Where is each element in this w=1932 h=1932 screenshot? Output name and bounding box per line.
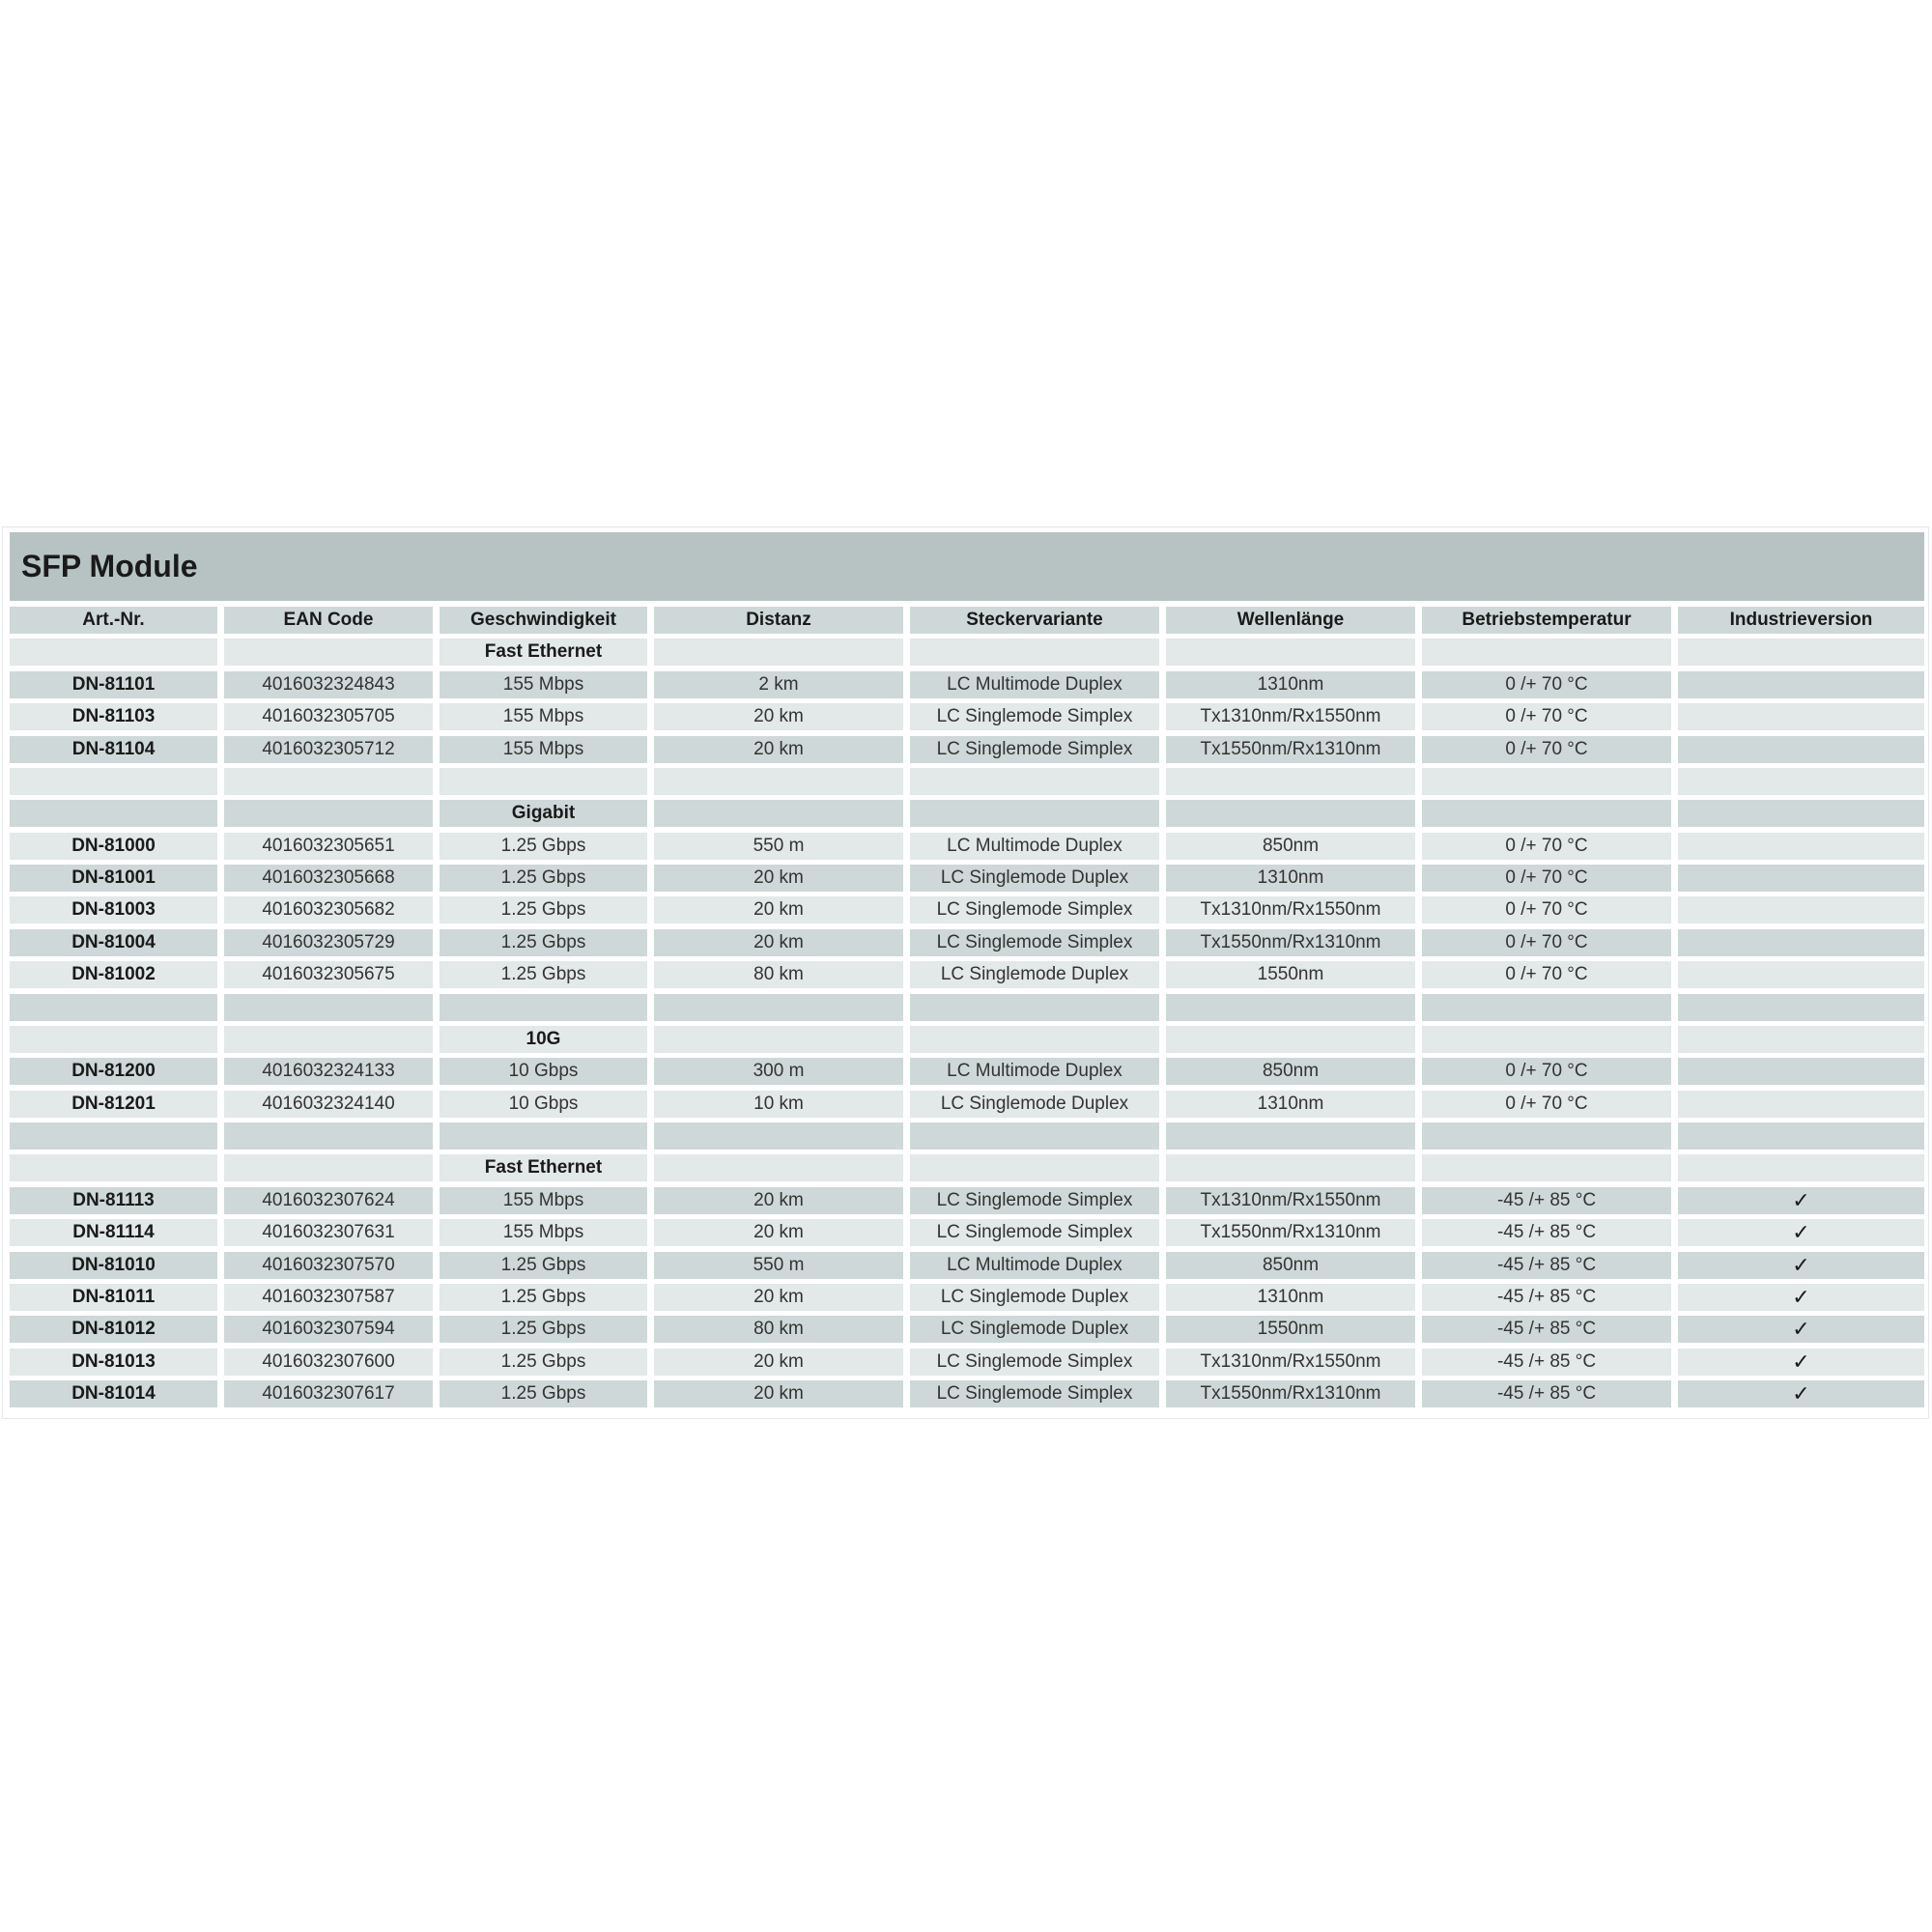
art-nr-cell: DN-81200 <box>10 1058 217 1085</box>
empty-cell <box>1678 1122 1924 1150</box>
wellenlaenge-cell: 850nm <box>1166 833 1415 860</box>
betriebstemperatur-cell: 0 /+ 70 °C <box>1422 865 1671 892</box>
wellenlaenge-cell: 850nm <box>1166 1058 1415 1085</box>
distanz-cell: 550 m <box>654 833 903 860</box>
empty-cell <box>224 768 433 795</box>
steckervariante-cell: LC Singlemode Duplex <box>910 961 1159 988</box>
industrieversion-cell <box>1678 929 1924 956</box>
empty-cell <box>1166 1026 1415 1053</box>
art-nr-cell: DN-81104 <box>10 736 217 763</box>
wellenlaenge-cell: Tx1550nm/Rx1310nm <box>1166 929 1415 956</box>
wellenlaenge-cell: Tx1550nm/Rx1310nm <box>1166 1219 1415 1246</box>
betriebstemperatur-cell: 0 /+ 70 °C <box>1422 961 1671 988</box>
betriebstemperatur-cell: 0 /+ 70 °C <box>1422 896 1671 923</box>
empty-cell <box>10 639 217 666</box>
betriebstemperatur-cell: -45 /+ 85 °C <box>1422 1380 1671 1407</box>
checkmark-icon: ✓ <box>1792 1220 1810 1244</box>
distanz-cell: 20 km <box>654 929 903 956</box>
empty-cell <box>440 994 647 1021</box>
column-header-ean-code: EAN Code <box>224 607 433 634</box>
wellenlaenge-cell: 1310nm <box>1166 1091 1415 1118</box>
ean-code-cell: 4016032305705 <box>224 703 433 730</box>
ean-code-cell: 4016032307570 <box>224 1252 433 1279</box>
industrieversion-cell <box>1678 896 1924 923</box>
steckervariante-cell: LC Singlemode Duplex <box>910 1316 1159 1343</box>
industrieversion-cell <box>1678 671 1924 698</box>
empty-cell <box>1422 639 1671 666</box>
column-header-betriebstemperatur: Betriebstemperatur <box>1422 607 1671 634</box>
steckervariante-cell: LC Singlemode Simplex <box>910 1349 1159 1376</box>
betriebstemperatur-cell: 0 /+ 70 °C <box>1422 1091 1671 1118</box>
empty-cell <box>654 639 903 666</box>
betriebstemperatur-cell: -45 /+ 85 °C <box>1422 1316 1671 1343</box>
column-header-industrieversion: Industrieversion <box>1678 607 1924 634</box>
distanz-cell: 80 km <box>654 961 903 988</box>
industrieversion-cell <box>1678 1316 1924 1343</box>
empty-cell <box>654 1026 903 1053</box>
ean-code-cell: 4016032305682 <box>224 896 433 923</box>
empty-cell <box>10 1026 217 1053</box>
industrieversion-cell <box>1678 1252 1924 1279</box>
section-label: Fast Ethernet <box>440 1154 647 1181</box>
steckervariante-cell: LC Multimode Duplex <box>910 833 1159 860</box>
ean-code-cell: 4016032324843 <box>224 671 433 698</box>
distanz-cell: 20 km <box>654 1219 903 1246</box>
art-nr-cell: DN-81012 <box>10 1316 217 1343</box>
steckervariante-cell: LC Singlemode Duplex <box>910 1284 1159 1311</box>
art-nr-cell: DN-81004 <box>10 929 217 956</box>
steckervariante-cell: LC Singlemode Simplex <box>910 1187 1159 1214</box>
empty-cell <box>1166 768 1415 795</box>
geschwindigkeit-cell: 10 Gbps <box>440 1058 647 1085</box>
empty-cell <box>654 994 903 1021</box>
empty-cell <box>1422 1026 1671 1053</box>
wellenlaenge-cell: Tx1310nm/Rx1550nm <box>1166 1187 1415 1214</box>
steckervariante-cell: LC Singlemode Simplex <box>910 929 1159 956</box>
empty-cell <box>910 639 1159 666</box>
steckervariante-cell: LC Multimode Duplex <box>910 1252 1159 1279</box>
art-nr-cell: DN-81103 <box>10 703 217 730</box>
section-label: Fast Ethernet <box>440 639 647 666</box>
betriebstemperatur-cell: -45 /+ 85 °C <box>1422 1219 1671 1246</box>
industrieversion-cell <box>1678 1058 1924 1085</box>
checkmark-icon: ✓ <box>1792 1381 1810 1406</box>
ean-code-cell: 4016032305712 <box>224 736 433 763</box>
empty-cell <box>224 639 433 666</box>
empty-cell <box>224 1154 433 1181</box>
industrieversion-cell <box>1678 1219 1924 1246</box>
art-nr-cell: DN-81113 <box>10 1187 217 1214</box>
checkmark-icon: ✓ <box>1792 1253 1810 1277</box>
empty-cell <box>10 768 217 795</box>
ean-code-cell: 4016032307600 <box>224 1349 433 1376</box>
steckervariante-cell: LC Multimode Duplex <box>910 1058 1159 1085</box>
industrieversion-cell <box>1678 1091 1924 1118</box>
empty-cell <box>1166 1122 1415 1150</box>
empty-cell <box>1678 768 1924 795</box>
empty-cell <box>654 768 903 795</box>
geschwindigkeit-cell: 1.25 Gbps <box>440 1316 647 1343</box>
empty-cell <box>1166 1154 1415 1181</box>
ean-code-cell: 4016032305668 <box>224 865 433 892</box>
empty-cell <box>910 800 1159 827</box>
industrieversion-cell <box>1678 1380 1924 1407</box>
empty-cell <box>1678 1154 1924 1181</box>
geschwindigkeit-cell: 10 Gbps <box>440 1091 647 1118</box>
steckervariante-cell: LC Singlemode Duplex <box>910 1091 1159 1118</box>
wellenlaenge-cell: 1310nm <box>1166 865 1415 892</box>
geschwindigkeit-cell: 1.25 Gbps <box>440 1349 647 1376</box>
wellenlaenge-cell: Tx1550nm/Rx1310nm <box>1166 736 1415 763</box>
geschwindigkeit-cell: 1.25 Gbps <box>440 1252 647 1279</box>
distanz-cell: 20 km <box>654 1349 903 1376</box>
empty-cell <box>1678 1026 1924 1053</box>
empty-cell <box>224 1026 433 1053</box>
empty-cell <box>1422 1154 1671 1181</box>
distanz-cell: 300 m <box>654 1058 903 1085</box>
wellenlaenge-cell: 1550nm <box>1166 1316 1415 1343</box>
steckervariante-cell: LC Singlemode Simplex <box>910 896 1159 923</box>
empty-cell <box>1422 800 1671 827</box>
geschwindigkeit-cell: 1.25 Gbps <box>440 833 647 860</box>
art-nr-cell: DN-81000 <box>10 833 217 860</box>
empty-cell <box>224 800 433 827</box>
empty-cell <box>224 994 433 1021</box>
geschwindigkeit-cell: 1.25 Gbps <box>440 929 647 956</box>
ean-code-cell: 4016032307631 <box>224 1219 433 1246</box>
empty-cell <box>1422 1122 1671 1150</box>
geschwindigkeit-cell: 155 Mbps <box>440 736 647 763</box>
column-header-steckervariante: Steckervariante <box>910 607 1159 634</box>
betriebstemperatur-cell: -45 /+ 85 °C <box>1422 1187 1671 1214</box>
wellenlaenge-cell: 1550nm <box>1166 961 1415 988</box>
ean-code-cell: 4016032305651 <box>224 833 433 860</box>
distanz-cell: 2 km <box>654 671 903 698</box>
betriebstemperatur-cell: 0 /+ 70 °C <box>1422 703 1671 730</box>
geschwindigkeit-cell: 1.25 Gbps <box>440 1380 647 1407</box>
distanz-cell: 20 km <box>654 1380 903 1407</box>
industrieversion-cell <box>1678 1284 1924 1311</box>
empty-cell <box>910 1154 1159 1181</box>
wellenlaenge-cell: Tx1310nm/Rx1550nm <box>1166 1349 1415 1376</box>
betriebstemperatur-cell: 0 /+ 70 °C <box>1422 833 1671 860</box>
column-header-geschwindigkeit: Geschwindigkeit <box>440 607 647 634</box>
page-title: SFP Module <box>21 549 198 583</box>
empty-cell <box>10 1122 217 1150</box>
empty-cell <box>910 1026 1159 1053</box>
betriebstemperatur-cell: 0 /+ 70 °C <box>1422 736 1671 763</box>
empty-cell <box>1422 768 1671 795</box>
betriebstemperatur-cell: -45 /+ 85 °C <box>1422 1252 1671 1279</box>
empty-cell <box>654 1122 903 1150</box>
ean-code-cell: 4016032305675 <box>224 961 433 988</box>
distanz-cell: 20 km <box>654 703 903 730</box>
art-nr-cell: DN-81011 <box>10 1284 217 1311</box>
betriebstemperatur-cell: 0 /+ 70 °C <box>1422 929 1671 956</box>
wellenlaenge-cell: 850nm <box>1166 1252 1415 1279</box>
industrieversion-cell <box>1678 865 1924 892</box>
industrieversion-cell <box>1678 1187 1924 1214</box>
ean-code-cell: 4016032307624 <box>224 1187 433 1214</box>
geschwindigkeit-cell: 155 Mbps <box>440 703 647 730</box>
art-nr-cell: DN-81201 <box>10 1091 217 1118</box>
steckervariante-cell: LC Singlemode Simplex <box>910 703 1159 730</box>
wellenlaenge-cell: Tx1550nm/Rx1310nm <box>1166 1380 1415 1407</box>
ean-code-cell: 4016032324140 <box>224 1091 433 1118</box>
checkmark-icon: ✓ <box>1792 1350 1810 1374</box>
industrieversion-cell <box>1678 703 1924 730</box>
empty-cell <box>1422 994 1671 1021</box>
distanz-cell: 20 km <box>654 736 903 763</box>
empty-cell <box>910 768 1159 795</box>
empty-cell <box>1678 639 1924 666</box>
empty-cell <box>440 768 647 795</box>
art-nr-cell: DN-81114 <box>10 1219 217 1246</box>
industrieversion-cell <box>1678 833 1924 860</box>
geschwindigkeit-cell: 1.25 Gbps <box>440 961 647 988</box>
geschwindigkeit-cell: 1.25 Gbps <box>440 1284 647 1311</box>
ean-code-cell: 4016032305729 <box>224 929 433 956</box>
section-label: 10G <box>440 1026 647 1053</box>
betriebstemperatur-cell: -45 /+ 85 °C <box>1422 1284 1671 1311</box>
steckervariante-cell: LC Multimode Duplex <box>910 671 1159 698</box>
betriebstemperatur-cell: 0 /+ 70 °C <box>1422 671 1671 698</box>
wellenlaenge-cell: 1310nm <box>1166 1284 1415 1311</box>
art-nr-cell: DN-81014 <box>10 1380 217 1407</box>
geschwindigkeit-cell: 155 Mbps <box>440 1187 647 1214</box>
wellenlaenge-cell: 1310nm <box>1166 671 1415 698</box>
art-nr-cell: DN-81003 <box>10 896 217 923</box>
empty-cell <box>10 994 217 1021</box>
empty-cell <box>10 800 217 827</box>
distanz-cell: 20 km <box>654 1187 903 1214</box>
steckervariante-cell: LC Singlemode Simplex <box>910 1380 1159 1407</box>
column-header-wellenlaenge: Wellenlänge <box>1166 607 1415 634</box>
industrieversion-cell <box>1678 1349 1924 1376</box>
section-label: Gigabit <box>440 800 647 827</box>
art-nr-cell: DN-81010 <box>10 1252 217 1279</box>
ean-code-cell: 4016032307587 <box>224 1284 433 1311</box>
ean-code-cell: 4016032324133 <box>224 1058 433 1085</box>
checkmark-icon: ✓ <box>1792 1317 1810 1341</box>
checkmark-icon: ✓ <box>1792 1188 1810 1212</box>
distanz-cell: 10 km <box>654 1091 903 1118</box>
distanz-cell: 20 km <box>654 1284 903 1311</box>
empty-cell <box>440 1122 647 1150</box>
empty-cell <box>910 994 1159 1021</box>
betriebstemperatur-cell: -45 /+ 85 °C <box>1422 1349 1671 1376</box>
steckervariante-cell: LC Singlemode Duplex <box>910 865 1159 892</box>
industrieversion-cell <box>1678 961 1924 988</box>
ean-code-cell: 4016032307617 <box>224 1380 433 1407</box>
empty-cell <box>224 1122 433 1150</box>
distanz-cell: 550 m <box>654 1252 903 1279</box>
distanz-cell: 80 km <box>654 1316 903 1343</box>
industrieversion-cell <box>1678 736 1924 763</box>
geschwindigkeit-cell: 1.25 Gbps <box>440 865 647 892</box>
empty-cell <box>1678 994 1924 1021</box>
art-nr-cell: DN-81001 <box>10 865 217 892</box>
wellenlaenge-cell: Tx1310nm/Rx1550nm <box>1166 896 1415 923</box>
geschwindigkeit-cell: 155 Mbps <box>440 1219 647 1246</box>
betriebstemperatur-cell: 0 /+ 70 °C <box>1422 1058 1671 1085</box>
checkmark-icon: ✓ <box>1792 1285 1810 1309</box>
empty-cell <box>910 1122 1159 1150</box>
empty-cell <box>1678 800 1924 827</box>
steckervariante-cell: LC Singlemode Simplex <box>910 1219 1159 1246</box>
column-header-art-nr: Art.-Nr. <box>10 607 217 634</box>
empty-cell <box>1166 800 1415 827</box>
empty-cell <box>654 1154 903 1181</box>
geschwindigkeit-cell: 155 Mbps <box>440 671 647 698</box>
column-header-distanz: Distanz <box>654 607 903 634</box>
empty-cell <box>1166 994 1415 1021</box>
empty-cell <box>10 1154 217 1181</box>
distanz-cell: 20 km <box>654 865 903 892</box>
empty-cell <box>1166 639 1415 666</box>
art-nr-cell: DN-81101 <box>10 671 217 698</box>
art-nr-cell: DN-81002 <box>10 961 217 988</box>
wellenlaenge-cell: Tx1310nm/Rx1550nm <box>1166 703 1415 730</box>
art-nr-cell: DN-81013 <box>10 1349 217 1376</box>
distanz-cell: 20 km <box>654 896 903 923</box>
steckervariante-cell: LC Singlemode Simplex <box>910 736 1159 763</box>
empty-cell <box>654 800 903 827</box>
ean-code-cell: 4016032307594 <box>224 1316 433 1343</box>
geschwindigkeit-cell: 1.25 Gbps <box>440 896 647 923</box>
